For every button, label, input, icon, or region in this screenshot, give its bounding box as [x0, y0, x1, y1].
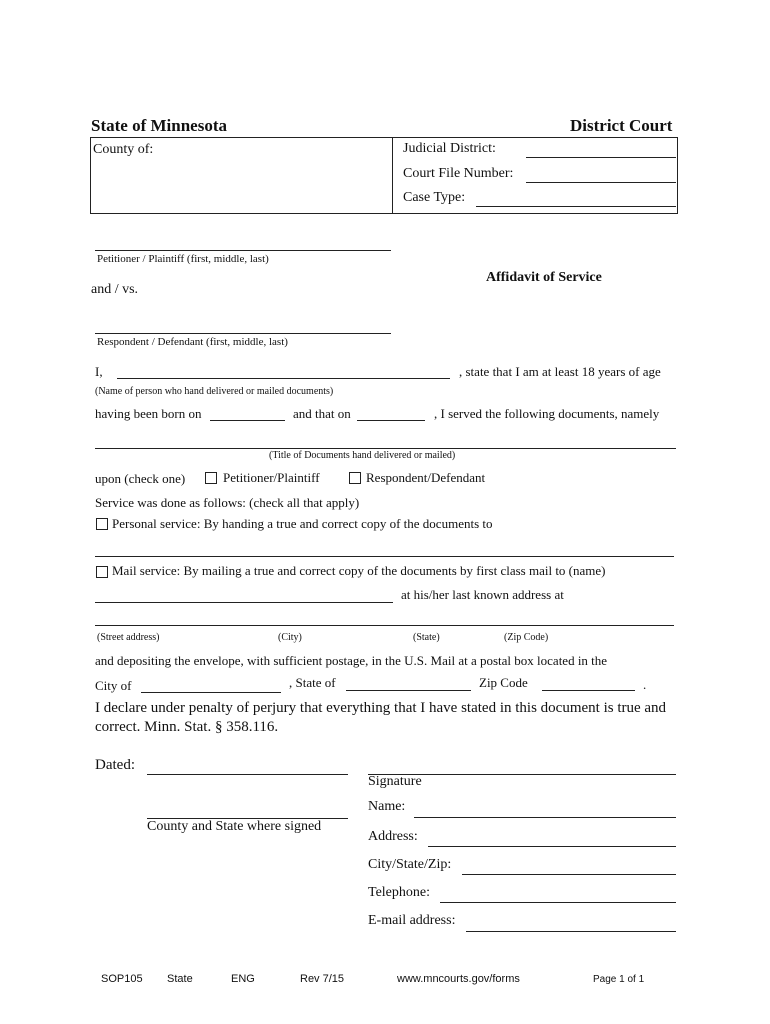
dated-field[interactable]: [147, 774, 348, 775]
personal-service-checkbox[interactable]: [96, 518, 108, 530]
court-file-number-label: Court File Number:: [403, 166, 514, 181]
born-label: having been born on: [95, 406, 202, 421]
zip-caption: (Zip Code): [504, 632, 549, 643]
age-statement: , state that I am at least 18 years of age: [459, 364, 661, 379]
case-type-field[interactable]: [476, 206, 676, 207]
street-caption: (Street address): [97, 632, 160, 643]
footer-revision: Rev 7/15: [300, 973, 345, 985]
petitioner-caption: Petitioner / Plaintiff (first, middle, last): [97, 253, 269, 265]
state-caption: (State): [413, 632, 440, 643]
respondent-field[interactable]: [95, 333, 391, 334]
respondent-option-label: Respondent/Defendant: [366, 470, 486, 485]
dated-label: Dated:: [95, 757, 135, 773]
document-title: Affidavit of Service: [486, 270, 602, 285]
petitioner-option-label: Petitioner/Plaintiff: [223, 470, 320, 485]
birth-date-field[interactable]: [210, 420, 285, 421]
judicial-district-label: Judicial District:: [403, 141, 496, 156]
state-of-label: , State of: [289, 675, 336, 690]
and-vs-label: and / vs.: [91, 282, 139, 297]
mail-service-label: Mail service: By mailing a true and correct copy of the documents by first class mail to (name): [112, 563, 606, 578]
respondent-checkbox[interactable]: [349, 472, 361, 484]
respondent-caption: Respondent / Defendant (first, middle, last): [97, 336, 288, 348]
judicial-district-field[interactable]: [526, 157, 676, 158]
period: .: [643, 677, 647, 692]
last-known-address-label: at his/her last known address at: [401, 587, 564, 602]
state-title: State of Minnesota: [91, 116, 227, 135]
caption-divider: [392, 137, 393, 214]
court-file-number-field[interactable]: [526, 182, 676, 183]
signer-address-field[interactable]: [428, 846, 676, 847]
footer-page-number: Page 1 of 1: [593, 974, 645, 985]
signer-city-state-zip-field[interactable]: [462, 874, 676, 875]
footer-state: State: [167, 973, 193, 985]
telephone-label: Telephone:: [368, 885, 430, 900]
personal-service-recipient-field[interactable]: [95, 556, 674, 557]
depositing-text: and depositing the envelope, with sufficient postage, in the U.S. Mail at a postal box located in the: [95, 653, 608, 668]
city-of-label: City of: [95, 678, 132, 693]
service-date-field[interactable]: [357, 420, 425, 421]
address-label: Address:: [368, 829, 418, 844]
signer-telephone-field[interactable]: [440, 902, 676, 903]
documents-caption: (Title of Documents hand delivered or mailed): [269, 450, 456, 461]
affiant-name-field[interactable]: [117, 378, 450, 379]
i-label: I,: [95, 364, 103, 379]
zip-code-label: Zip Code: [479, 675, 528, 690]
email-label: E-mail address:: [368, 913, 456, 928]
mailing-zip-field[interactable]: [542, 690, 635, 691]
city-state-zip-label: City/State/Zip:: [368, 857, 452, 872]
served-statement: , I served the following documents, namely: [434, 406, 660, 421]
footer-url[interactable]: www.mncourts.gov/forms: [397, 973, 520, 985]
footer-language: ENG: [231, 973, 255, 985]
court-title: District Court: [570, 116, 673, 135]
personal-service-label: Personal service: By handing a true and correct copy of the documents to: [112, 516, 493, 531]
mail-recipient-field[interactable]: [95, 602, 393, 603]
petitioner-checkbox[interactable]: [205, 472, 217, 484]
mail-service-checkbox[interactable]: [96, 566, 108, 578]
county-state-caption: County and State where signed: [147, 819, 322, 834]
signer-email-field[interactable]: [466, 931, 676, 932]
declaration-line-1: I declare under penalty of perjury that everything that I have stated in this document is true and: [95, 700, 667, 716]
mailing-city-field[interactable]: [141, 692, 281, 693]
caption-box: [90, 137, 678, 214]
petitioner-field[interactable]: [95, 250, 391, 251]
and-that-on-label: and that on: [293, 406, 351, 421]
service-method-heading: Service was done as follows: (check all that apply): [95, 495, 360, 510]
name-label: Name:: [368, 799, 406, 814]
city-caption: (City): [278, 632, 302, 643]
name-caption: (Name of person who hand delivered or mailed documents): [95, 386, 334, 397]
signature-label: Signature: [368, 774, 422, 789]
signer-name-field[interactable]: [414, 817, 676, 818]
county-label: County of:: [93, 142, 154, 157]
documents-title-field[interactable]: [95, 448, 676, 449]
upon-label: upon (check one): [95, 471, 186, 486]
mailing-state-field[interactable]: [346, 690, 471, 691]
mail-address-field[interactable]: [95, 625, 674, 626]
case-type-label: Case Type:: [403, 190, 466, 205]
footer-form-number: SOP105: [101, 973, 143, 985]
declaration-line-2: correct. Minn. Stat. § 358.116.: [95, 719, 279, 735]
